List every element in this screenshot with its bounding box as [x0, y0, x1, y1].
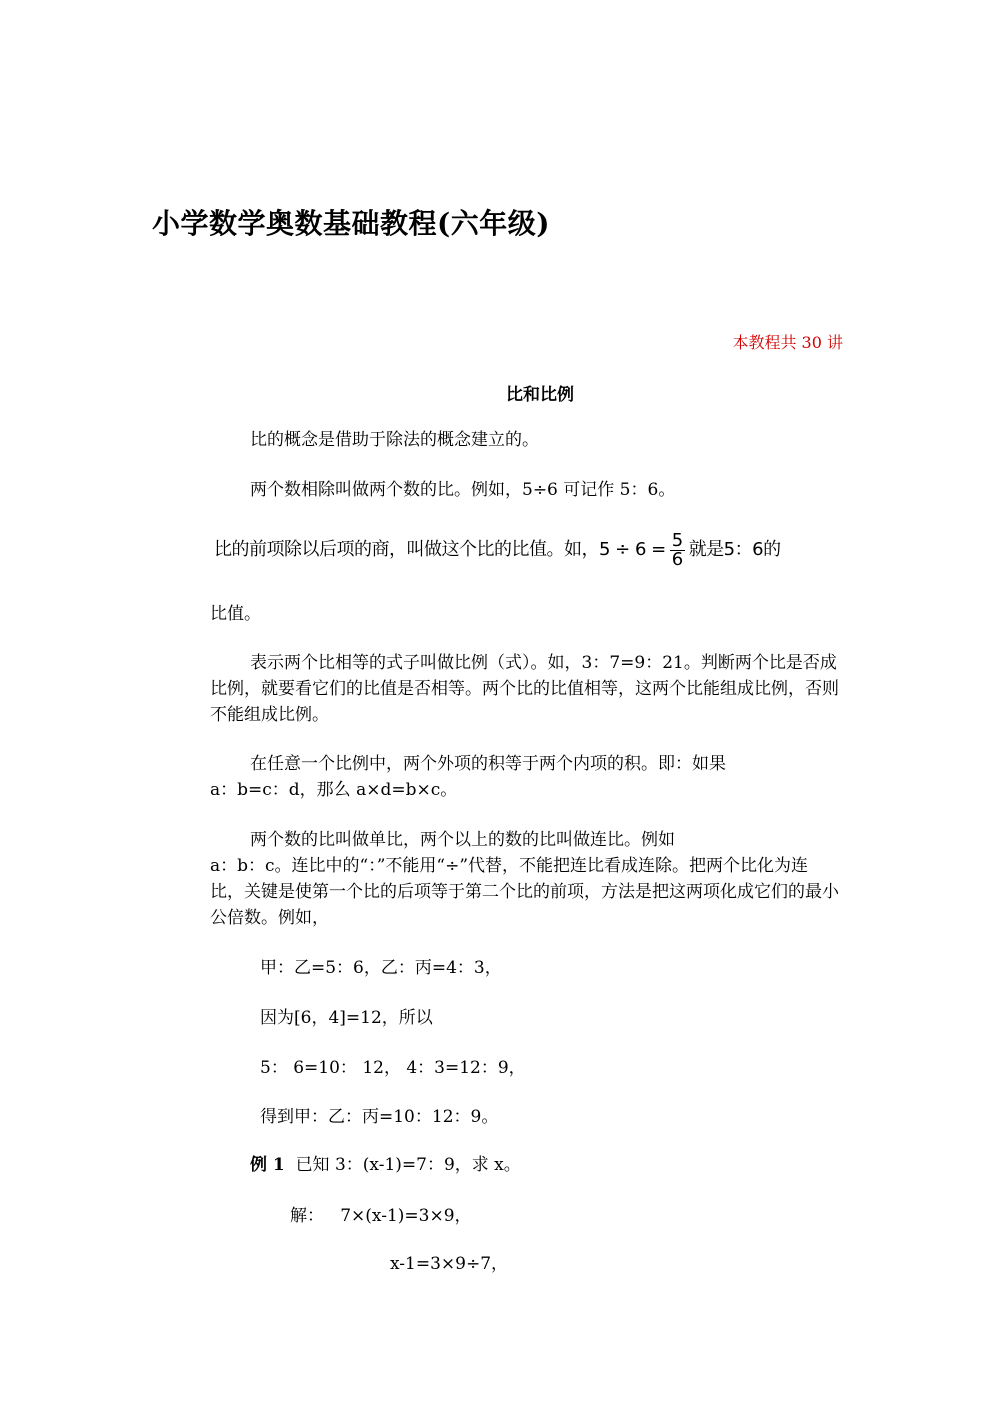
ratio-value-text: 比的前项除以后项的商，叫做这个比的比值。如， — [214, 539, 599, 560]
example-line-3: 5： 6=10： 12， 4：3=12：9， — [260, 1058, 526, 1078]
paragraph-property-line1: 在任意一个比例中，两个外项的积等于两个内项的积。即：如果 — [250, 754, 726, 774]
example-line-1: 甲：乙=5：6，乙：丙=4：3， — [260, 958, 502, 978]
series-note: 本教程共 30 讲 — [732, 333, 843, 352]
document-title: 小学数学奥数基础教程(六年级) — [152, 207, 550, 240]
paragraph-ratio-definition: 两个数相除叫做两个数的比。例如，5÷6 可记作 5：6。 — [250, 480, 676, 500]
fraction-denominator: 6 — [671, 548, 683, 570]
ratio-value-text-after: 就是5：6的 — [688, 539, 781, 560]
paragraph-proportion: 表示两个比相等的式子叫做比例（式）。如，3：7=9：21。判断两个比是否成比例，就要看它们的比值是否相等。两个比的比值相等，这两个比能组成比例，否则不能组成比例。 — [210, 653, 839, 725]
solution-step-1 — [290, 1203, 472, 1229]
example-line-2: 因为[6，4]=12，所以 — [260, 1008, 433, 1028]
fraction — [670, 529, 685, 570]
example-1-question: 已知 3：(x-1)=7：9，求 x。 — [295, 1155, 521, 1175]
paragraph-continued-ratio-line1: 两个数的比叫做单比，两个以上的数的比叫做连比。例如 — [250, 830, 675, 850]
paragraph-ratio-value-cont: 比值。 — [210, 604, 261, 624]
example-1 — [250, 1152, 521, 1178]
ratio-value-expression: 5 ÷ 6 = — [599, 539, 666, 560]
fraction-numerator: 5 — [671, 529, 683, 551]
solution-step-2: x-1=3×9÷7， — [390, 1254, 509, 1274]
paragraph-continued-ratio-rest: a：b：c。连比中的“：”不能用“÷”代替，不能把连比看成连除。把两个比化为连比，关键是使第一个比的后项等于第二个比的前项，方法是把这两项化成它们的最小公倍数。例如， — [210, 856, 839, 928]
solution-label: 解： — [290, 1206, 324, 1226]
section-title: 比和比例 — [506, 385, 574, 405]
example-1-label: 例 1 — [250, 1155, 285, 1175]
paragraph-ratio-value — [214, 530, 781, 570]
example-line-4: 得到甲：乙：丙=10：12：9。 — [260, 1107, 499, 1127]
solution-step-1-text: 7×(x-1)=3×9， — [340, 1206, 472, 1226]
paragraph-concept: 比的概念是借助于除法的概念建立的。 — [250, 430, 539, 450]
paragraph-property-line2: a：b=c：d，那么 a×d=b×c。 — [210, 780, 458, 800]
